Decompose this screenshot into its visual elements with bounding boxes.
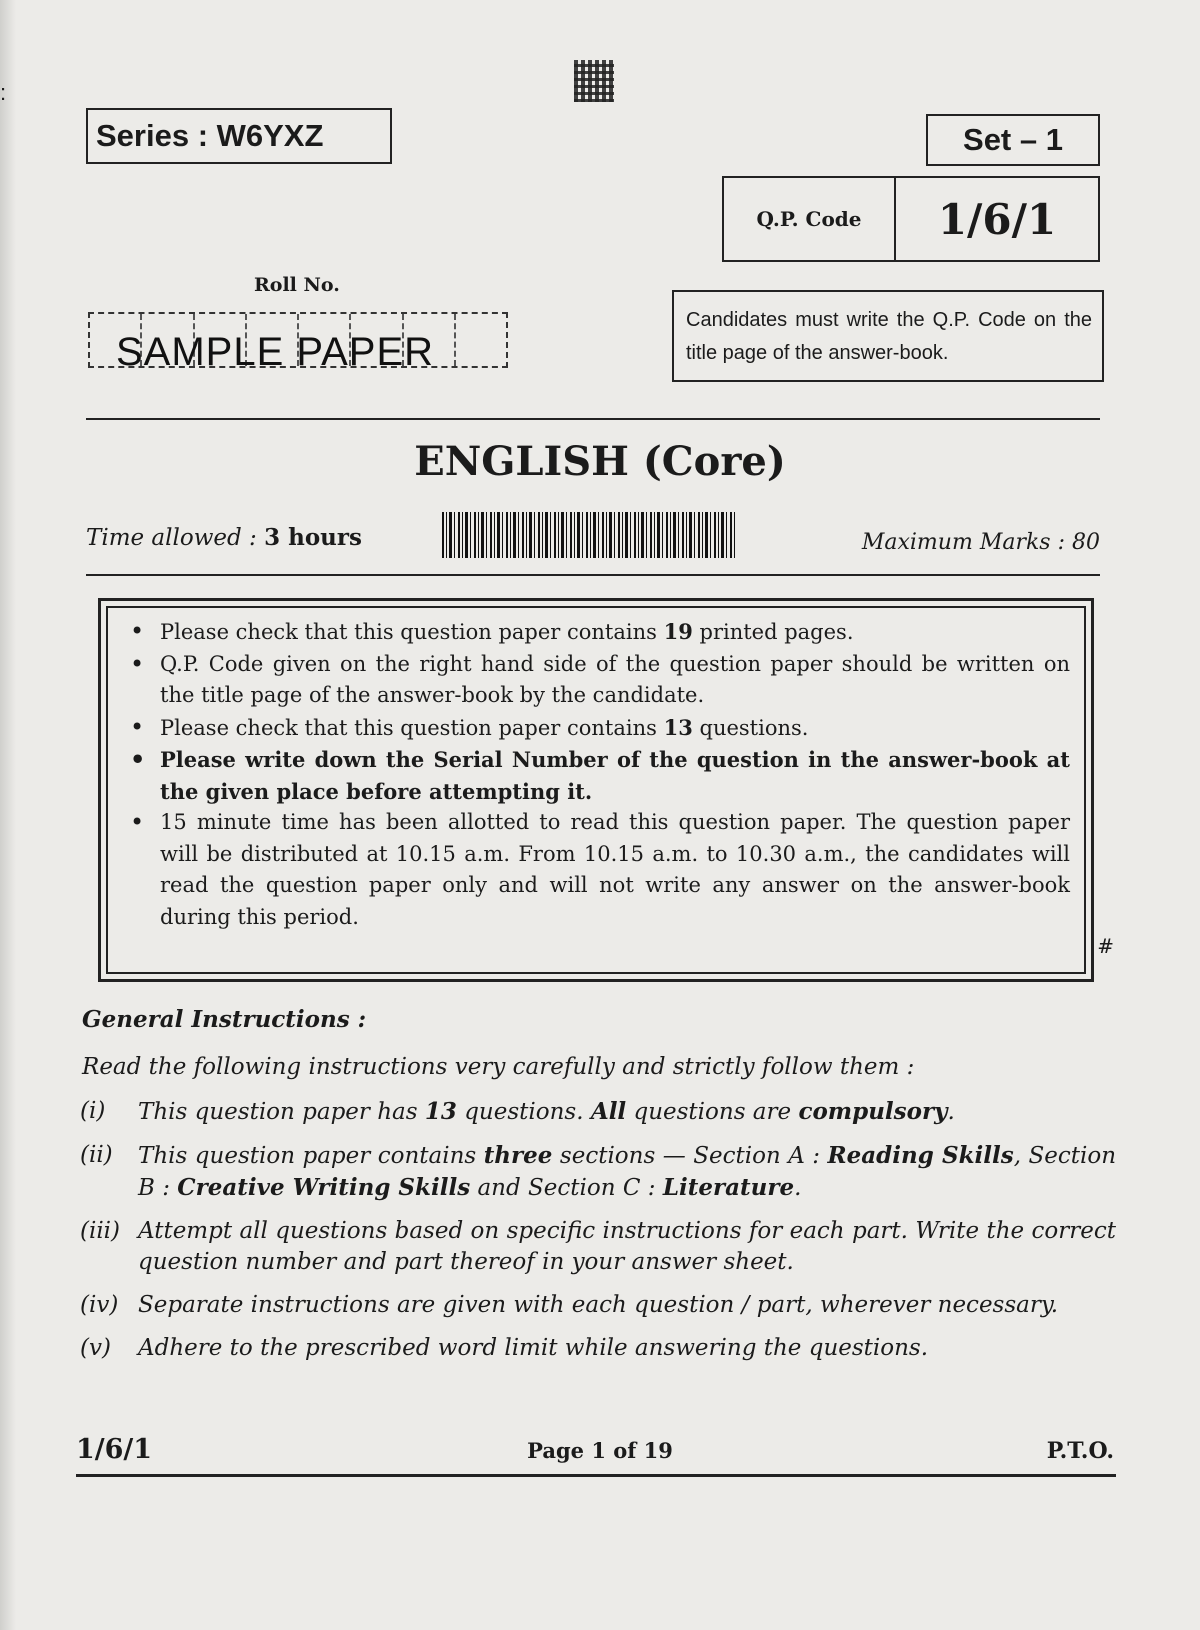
instruction-text: This question paper has 13 questions. All questions are compulsory. [138, 1098, 955, 1125]
time-label: Time allowed : [86, 525, 265, 551]
page-edge [0, 0, 16, 1630]
header-divider [86, 418, 1100, 420]
notice-list [130, 616, 1070, 933]
time-value: 3 hours [264, 524, 362, 551]
qr-code-icon [574, 60, 614, 102]
set-box: Set – 1 [926, 114, 1100, 166]
general-instructions-intro: Read the following instructions very carefully and strictly follow them : [82, 1054, 915, 1080]
instruction-number: (ii) [80, 1142, 113, 1168]
qp-code-value: 1/6/1 [937, 194, 1057, 244]
subject-divider [86, 574, 1100, 576]
instruction-item [80, 1333, 1116, 1364]
roll-number-label: Roll No. [254, 274, 340, 296]
instruction-item [80, 1216, 1116, 1278]
instruction-text: This question paper contains three sections — Section A : Reading Skills, Section B : Creative Writing Skills and Section C : Literature. [138, 1142, 1117, 1201]
general-instructions-list [80, 1096, 1116, 1376]
notice-item: • 15 minute time has been allotted to read this question paper. The question paper will be distributed at 10.15 a.m. From 10.15 a.m. to 10.30 a.m., the candidates will read the question paper only and will not write any answer on the answer-book during this period. [130, 807, 1070, 933]
candidate-note: Candidates must write the Q.P. Code on the title page of the answer-book. [672, 290, 1104, 382]
instruction-text: Attempt all questions based on specific instructions for each part. Write the correct question number and part thereof in your answer sheet. [138, 1218, 1116, 1275]
instruction-text: Adhere to the prescribed word limit while answering the questions. [138, 1335, 929, 1361]
hash-mark: # [1097, 934, 1114, 958]
notice-item: • Q.P. Code given on the right hand side of the question paper should be written on the title page of the answer-book by the candidate. [130, 649, 1070, 712]
footer-pto: P.T.O. [1046, 1438, 1114, 1464]
qp-code-label: Q.P. Code [724, 178, 896, 260]
sample-paper-stamp: SAMPLE PAPER [116, 330, 435, 374]
footer-divider [76, 1474, 1116, 1477]
instruction-item [80, 1140, 1116, 1204]
notice-item: • Please check that this question paper contains 13 questions. [130, 712, 1070, 745]
instruction-number: (i) [80, 1098, 106, 1124]
roll-cell [456, 314, 506, 366]
barcode-icon [442, 512, 736, 558]
maximum-marks: Maximum Marks : 80 [861, 530, 1100, 555]
instruction-number: (v) [80, 1335, 111, 1361]
instruction-number: (iv) [80, 1292, 119, 1318]
time-allowed [86, 524, 362, 551]
instruction-number: (iii) [80, 1218, 121, 1244]
series-box: Series : W6YXZ [86, 108, 392, 164]
notice-item: • Please check that this question paper contains 19 printed pages. [130, 616, 1070, 649]
instruction-item [80, 1290, 1116, 1321]
footer-page-number: Page 1 of 19 [527, 1438, 673, 1463]
instruction-item [80, 1096, 1116, 1128]
subject-title: ENGLISH (Core) [414, 438, 786, 485]
instruction-text: Separate instructions are given with each question / part, wherever necessary. [138, 1292, 1059, 1318]
footer-code: 1/6/1 [76, 1434, 153, 1465]
qp-code-box [722, 176, 1100, 262]
general-instructions-title: General Instructions : [82, 1006, 367, 1033]
notice-item: • Please write down the Serial Number of the question in the answer-book at the given place before attempting it. [130, 744, 1070, 807]
margin-mark: : [0, 80, 7, 105]
